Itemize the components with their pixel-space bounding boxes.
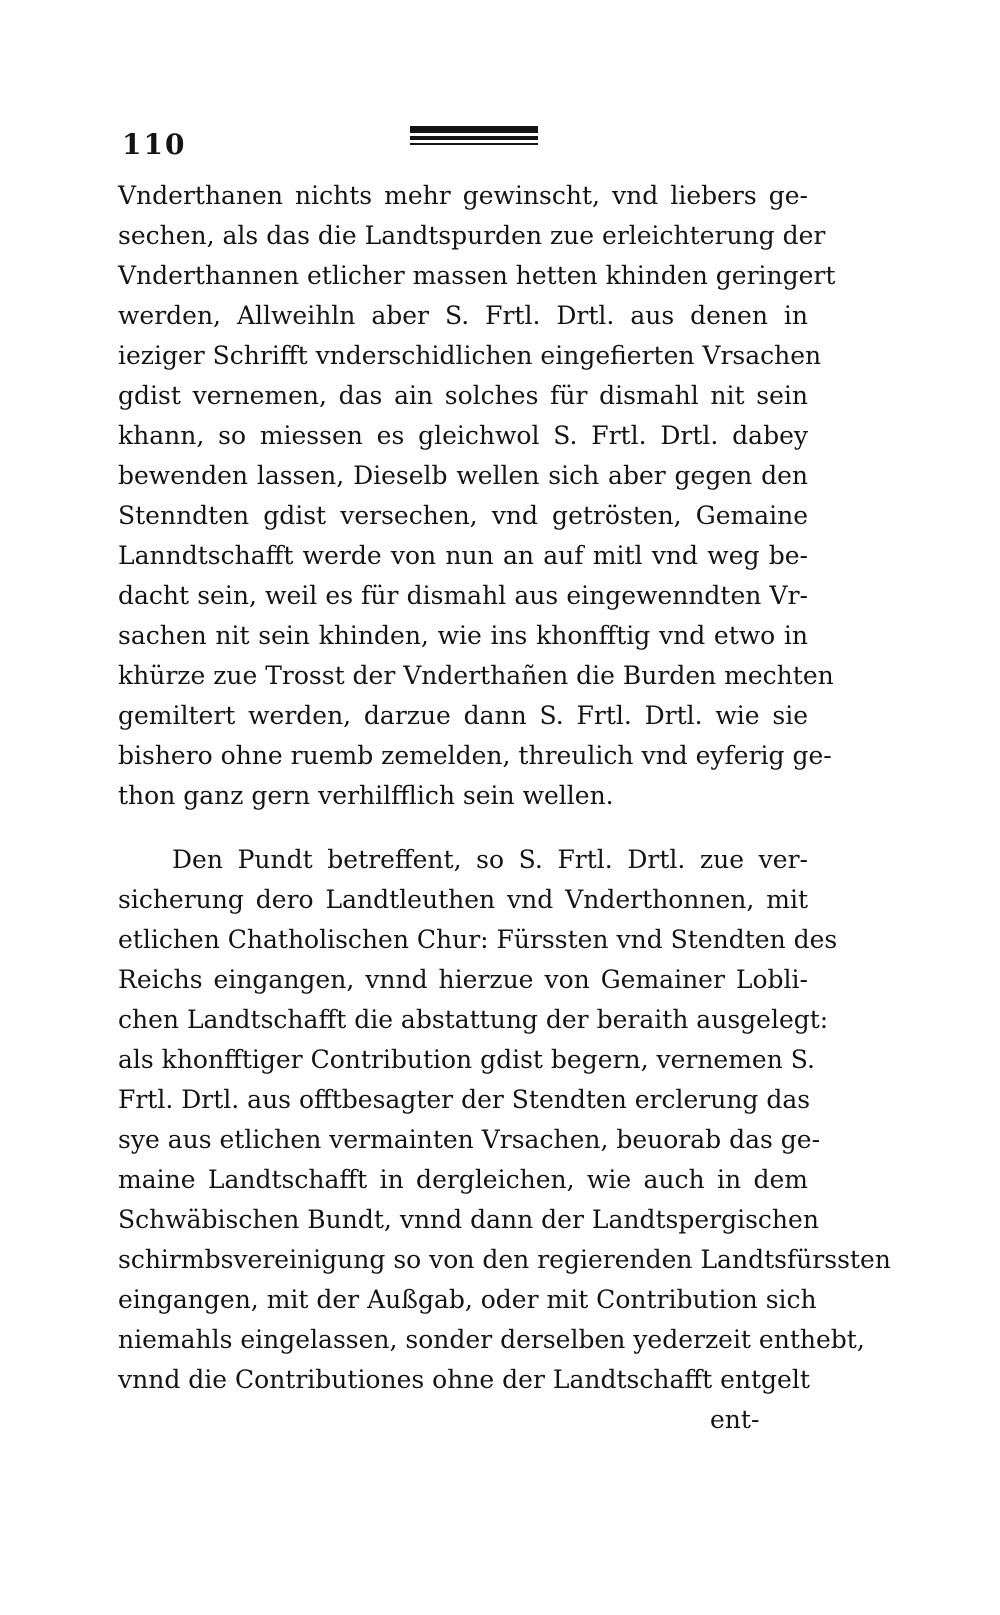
paragraph-1 [118,176,836,816]
text-line: niemahls eingelassen, sonder derselben yederzeit enthebt, [118,1325,865,1354]
text-line: Reichs eingangen, vnnd hierzue von Gemainer Lobli- [118,965,808,994]
header-rule-bar [410,126,538,133]
text-line: sicherung dero Landtleuthen vnd Vnderthonnen, mit [118,885,808,914]
text-line: Stenndten gdist versechen, vnd getrösten, Gemaine [118,501,808,530]
text-line: thon ganz gern verhilfflich sein wellen. [118,781,614,810]
text-line: iezig​er Schrifft vnderschidlichen eingefierten Vrsachen [118,341,822,370]
text-line: werden, Allweihln aber S. Frtl. Drtl. aus denen in [118,301,808,330]
header-rule-bar [410,136,538,140]
text-line: eingangen, mit der Außgab, oder mit Contribution sich [118,1285,817,1314]
text-line: Schwäbischen Bundt, vnnd dann der Landtspergischen [118,1205,819,1234]
text-line: bishero ohne ruemb zemelden, threulich vnd eyferig ge- [118,741,832,770]
text-line: khürze zue Trosst der Vnderthañen die Burden mechten [118,661,834,690]
text-line: bewenden lassen, Dieselb wellen sich aber gegen den [118,461,808,490]
text-line: als khonfftiger Contribution gdist begern, vernemen S. [118,1045,815,1074]
text-line: gemiltert werden, darzue dann S. Frtl. Drtl. wie sie [118,701,808,730]
text-line: sechen, als das die Landtspurden zue erleichterung der [118,221,826,250]
text-line: Vnderthannen etlicher massen hetten khinden geringert [118,261,836,290]
text-line: maine Landtschafft in dergleichen, wie auch in dem [118,1165,808,1194]
text-line: etlichen Chatholischen Chur: Fürssten vnd Stendten des [118,925,838,954]
text-line: chen Landtschafft die abstattung der beraith ausgelegt: [118,1005,829,1034]
paragraph-2 [118,840,891,1400]
header-rule-bar [410,143,538,145]
catchword: ent- [710,1405,760,1434]
text-line: sye aus etlichen vermainten Vrsachen, beuorab das ge- [118,1125,821,1154]
text-line: Den Pundt betreffent, so S. Frtl. Drtl. zue ver- [172,845,808,874]
text-line: gdist vernemen, das ain solches für dismahl nit sein [118,381,808,410]
header-rule-ornament [410,126,538,150]
text-line: schirmbsvereinigung so von den regierenden Landtsfürssten [118,1245,891,1274]
text-line: Frtl. Drtl. aus offtbesagter der Stendten erclerung das [118,1085,811,1114]
text-line: Lanndtschafft werde von nun an auf mitl vnd weg be- [118,541,808,570]
text-line: sachen nit sein khinden, wie ins khonfftig vnd etwo in [118,621,808,650]
page-number: 110 [122,128,187,161]
text-line: Vnderthanen nichts mehr gewinscht, vnd liebers ge- [118,181,808,210]
text-line: vnnd die Contributiones ohne der Landtschafft entgelt [118,1365,810,1394]
text-line: dacht sein, weil es für dismahl aus eingewenndten Vr- [118,581,808,610]
text-line: khann, so miessen es gleichwol S. Frtl. Drtl. dabey [118,421,808,450]
